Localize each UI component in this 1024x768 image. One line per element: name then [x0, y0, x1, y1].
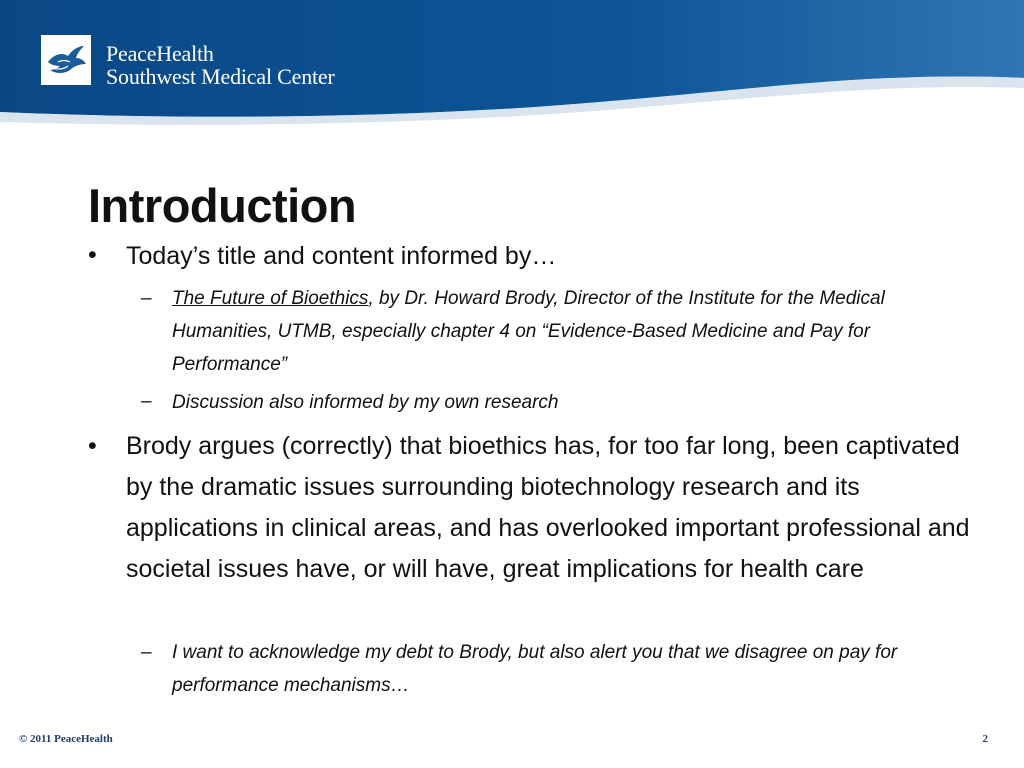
sub-bullet-marker: – — [141, 288, 152, 309]
page-number: 2 — [982, 733, 988, 745]
bullet-marker: • — [88, 432, 97, 460]
brand-line-1: PeaceHealth — [106, 41, 214, 66]
dove-icon — [44, 40, 88, 80]
sub-bullet-marker: – — [141, 391, 152, 412]
sub-bullet-2-1: I want to acknowledge my debt to Brody, but also alert you that we disagree on pay for performance mechanisms… — [172, 642, 898, 696]
footer-copyright: © 2011 PeaceHealth — [19, 733, 113, 745]
bullet-1-text: Today’s title and content informed by… — [126, 242, 557, 270]
slide-title: Introduction — [88, 179, 357, 232]
peacehealth-logo — [41, 35, 91, 85]
brand-name — [106, 42, 335, 88]
book-title: The Future of Bioethics — [172, 288, 369, 309]
sub-bullet-marker: – — [141, 642, 152, 663]
sub-bullet-1-1 — [172, 282, 982, 381]
brand-line-2: Southwest Medical Center — [106, 64, 335, 89]
sub-bullet-1-2: Discussion also informed by my own research — [172, 392, 559, 413]
bullet-marker: • — [88, 241, 97, 269]
sub-bullet-1-1-text: , by Dr. Howard Brody, Director of the Institute for the Medical Humanities, UTMB, especially chapter 4 on “Evidence-Based Medicine and Pay for Performance” — [172, 288, 885, 375]
bullet-2-text: Brody argues (correctly) that bioethics has, for too far long, been captivated by the dramatic issues surrounding biotechnology research and its applications in clinical areas, and has overlooked important professional and societal issues have, or will have, great implications for health care — [126, 432, 970, 583]
